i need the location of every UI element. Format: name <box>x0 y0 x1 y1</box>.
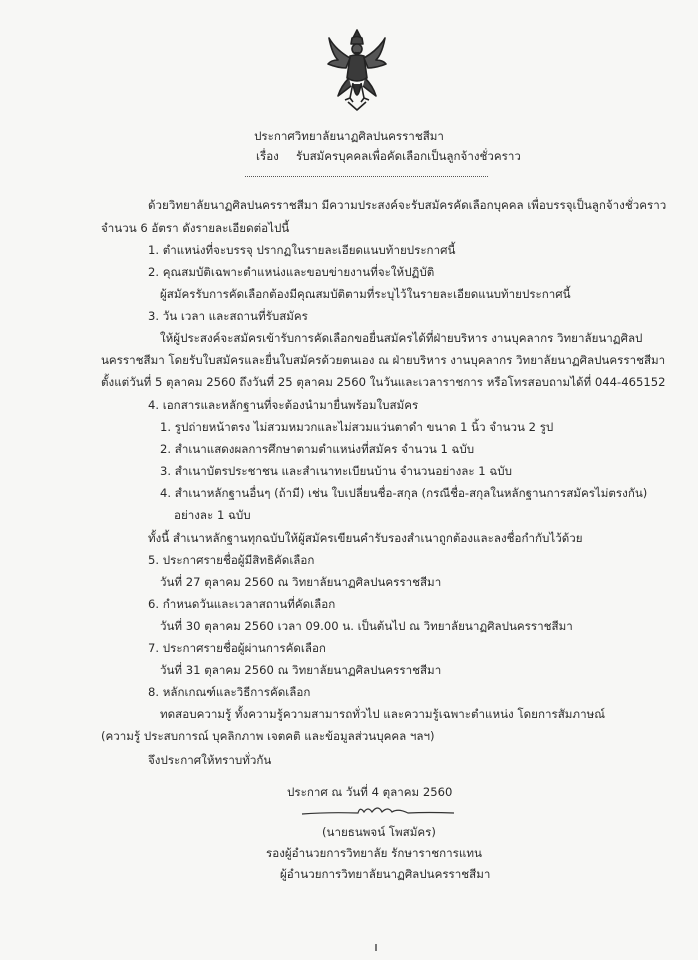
subject-label: เรื่อง <box>256 149 279 163</box>
section-7-heading: 7. ประกาศรายชื่อผู้ผ่านการคัดเลือก <box>148 641 326 655</box>
document-item-3: 3. สำเนาบัตรประชาชน และสำเนาทะเบียนบ้าน จำนวนอย่างละ 1 ฉบับ <box>160 464 512 478</box>
title-divider <box>245 176 488 177</box>
signer-position-1: รองผู้อำนวยการวิทยาลัย รักษาราชการแทน <box>266 846 482 860</box>
intro-line-1: ด้วยวิทยาลัยนาฏศิลปนครราชสีมา มีความประสงค์จะรับสมัครคัดเลือกบุคคล เพื่อบรรจุเป็นลูกจ้างชั่วคราว <box>148 198 667 212</box>
closing-line: จึงประกาศให้ทราบทั่วกัน <box>148 753 272 767</box>
section-5-text: วันที่ 27 ตุลาคม 2560 ณ วิทยาลัยนาฏศิลปนครราชสีมา <box>160 575 442 589</box>
section-7-text: วันที่ 31 ตุลาคม 2560 ณ วิทยาลัยนาฏศิลปนครราชสีมา <box>160 663 442 677</box>
section-3-text-1: ให้ผู้ประสงค์จะสมัครเข้ารับการคัดเลือกขอยื่นสมัครได้ที่ฝ่ายบริหาร งานบุคลากร วิทยาลัยนาฏศิลป <box>160 331 643 345</box>
section-3-heading: 3. วัน เวลา และสถานที่รับสมัคร <box>148 309 308 323</box>
handwritten-signature <box>298 800 458 824</box>
document-item-2: 2. สำเนาแสดงผลการศึกษาตามตำแหน่งที่สมัคร จำนวน 1 ฉบับ <box>160 442 475 456</box>
documents-note: ทั้งนี้ สำเนาหลักฐานทุกฉบับให้ผู้สมัครเขียนคำรับรองสำเนาถูกต้องและลงชื่อกำกับไว้ด้วย <box>148 531 583 545</box>
signer-name: (นายธนพจน์ โพสมัคร) <box>322 825 436 839</box>
section-3-text-3: ตั้งแต่วันที่ 5 ตุลาคม 2560 ถึงวันที่ 25 ตุลาคม 2560 ในวันและเวลาราชการ หรือโทรสอบถามได้ที่ 044-465152 <box>101 375 666 389</box>
section-2-text: ผู้สมัครรับการคัดเลือกต้องมีคุณสมบัติตามที่ระบุไว้ในรายละเอียดแนบท้ายประกาศนี้ <box>160 287 571 301</box>
announcement-date: ประกาศ ณ วันที่ 4 ตุลาคม 2560 <box>287 785 453 799</box>
garuda-emblem-icon <box>326 28 388 112</box>
section-8-text-1: ทดสอบความรู้ ทั้งความรู้ความสามารถทั่วไป และความรู้เฉพาะตำแหน่ง โดยการสัมภาษณ์ <box>160 707 605 721</box>
section-4-heading: 4. เอกสารและหลักฐานที่จะต้องนำมายื่นพร้อมใบสมัคร <box>148 398 419 412</box>
section-8-heading: 8. หลักเกณฑ์และวิธีการคัดเลือก <box>148 685 311 699</box>
section-2-heading: 2. คุณสมบัติเฉพาะตำแหน่งและขอบข่ายงานที่จะให้ปฏิบัติ <box>148 265 435 279</box>
page-mark <box>375 944 377 951</box>
section-5-heading: 5. ประกาศรายชื่อผู้มีสิทธิคัดเลือก <box>148 553 315 567</box>
section-6-heading: 6. กำหนดวันและเวลาสถานที่คัดเลือก <box>148 597 336 611</box>
section-8-text-2: (ความรู้ ประสบการณ์ บุคลิกภาพ เจตคติ และข้อมูลส่วนบุคคล ฯลฯ) <box>101 729 435 743</box>
section-1: 1. ตำแหน่งที่จะบรรจุ ปรากฏในรายละเอียดแนบท้ายประกาศนี้ <box>148 243 456 257</box>
document-item-1: 1. รูปถ่ายหน้าตรง ไม่สวมหมวกและไม่สวมแว่นตาดำ ขนาด 1 นิ้ว จำนวน 2 รูป <box>160 420 554 434</box>
intro-line-2: จำนวน 6 อัตรา ดังรายละเอียดต่อไปนี้ <box>101 221 290 235</box>
section-3-text-2: นครราชสีมา โดยรับใบสมัครและยื่นใบสมัครด้วยตนเอง ณ ฝ่ายบริหาร งานบุคลากร วิทยาลัยนาฏศิลปนครราชสีมา <box>101 353 666 367</box>
section-6-text: วันที่ 30 ตุลาคม 2560 เวลา 09.00 น. เป็นต้นไป ณ วิทยาลัยนาฏศิลปนครราชสีมา <box>160 619 573 633</box>
signer-position-2: ผู้อำนวยการวิทยาลัยนาฏศิลปนครราชสีมา <box>280 867 491 881</box>
announcement-title: ประกาศวิทยาลัยนาฏศิลปนครราชสีมา <box>254 129 444 143</box>
document-item-4: 4. สำเนาหลักฐานอื่นๆ (ถ้ามี) เช่น ใบเปลี่ยนชื่อ-สกุล (กรณีชื่อ-สกุลในหลักฐานการสมัครไม่ตรงกัน) <box>160 486 648 500</box>
subject-text: รับสมัครบุคคลเพื่อคัดเลือกเป็นลูกจ้างชั่วคราว <box>296 149 521 163</box>
document-item-4-continued: อย่างละ 1 ฉบับ <box>174 508 251 522</box>
